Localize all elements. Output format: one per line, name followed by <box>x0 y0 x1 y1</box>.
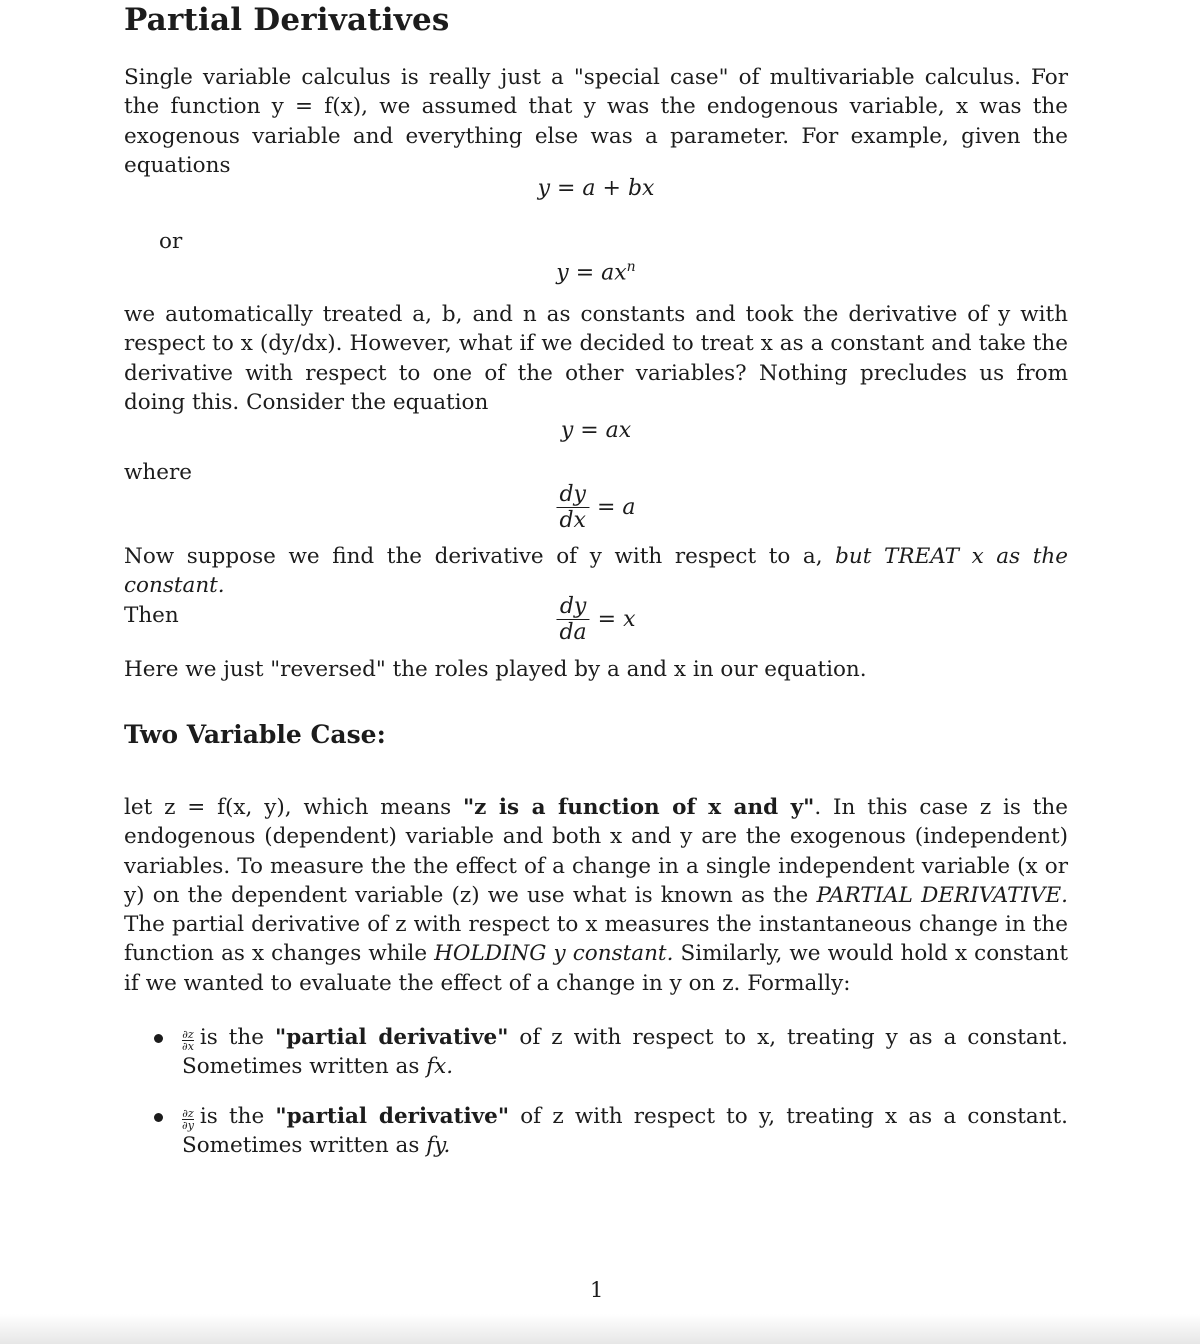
then-label: Then <box>124 602 179 628</box>
emphasis-partial-derivative: PARTIAL DERIVATIVE. <box>816 882 1068 908</box>
fraction-dy-da <box>556 594 589 645</box>
equation-power <box>556 259 635 285</box>
equation-dy-da <box>556 594 635 645</box>
where-label: where <box>124 460 192 485</box>
paragraph-two-variable-body-2: The partial derivative of z with respect to x measures the instantaneous change in the function as x changes while <box>124 912 1068 967</box>
bullet-icon <box>154 1034 163 1043</box>
paragraph-reversed-roles: Here we just "reversed" the roles played by a and x in our equation. <box>124 657 867 682</box>
equation-linear: y = a + bx <box>537 176 655 201</box>
fraction-dy-dx <box>556 482 589 533</box>
bullet-text <box>182 1102 1068 1160</box>
bullet-text-b: of z with respect to y, treating x as a constant. Sometimes written as <box>182 1104 1069 1158</box>
bullet-notation: fx. <box>426 1054 454 1079</box>
page-title: Partial Derivatives <box>124 2 450 38</box>
paragraph-constants: we automatically treated a, b, and n as constants and took the derivative of y with respect to x (dy/dx). However, what if we decided to treat x as a constant and take the derivative with respect to one of the other variables? Nothing precludes us from doing this. Consider the equation <box>124 302 1068 415</box>
section-title: Two Variable Case: <box>124 720 386 749</box>
bullet-text <box>182 1023 1068 1081</box>
bullet-bold: "partial derivative" <box>275 1104 510 1129</box>
or-label: or <box>159 229 183 254</box>
equation-product: y = ax <box>560 418 632 443</box>
equation-rhs: = a <box>596 495 636 520</box>
partial-denominator: ∂y <box>182 1119 194 1132</box>
bullet-text-a: is the <box>199 1104 276 1129</box>
paragraph-two-variable-body-3: Similarly, we would hold x constant if we wanted to evaluate the effect of a change in y on z. Formally: <box>124 941 1068 996</box>
bold-definition: "z is a function of x and y" <box>462 795 815 820</box>
partial-denominator: ∂x <box>182 1040 194 1053</box>
equation-power-base: y = ax <box>556 260 627 286</box>
fraction-numerator: dy <box>556 594 589 620</box>
paragraph-two-variable <box>124 793 1068 998</box>
equation-dy-dx <box>556 482 635 533</box>
partial-numerator: ∂z <box>182 1107 194 1120</box>
intro-paragraph: Single variable calculus is really just a "special case" of multivariable calculus. For the function y = f(x), we assumed that y was the endogenous variable, x was the exogenous variable and everything else was a parameter. For example, given the equations <box>124 65 1068 178</box>
fraction-denominator: dx <box>559 508 586 533</box>
page-bottom-shadow <box>0 1314 1200 1344</box>
bullet-bold: "partial derivative" <box>275 1025 509 1050</box>
paragraph-two-variable-intro: let z = f(x, y), which means <box>124 795 463 820</box>
paragraph-reverse-text: Now suppose we find the derivative of y with respect to a, <box>124 544 836 569</box>
bullet-icon <box>154 1113 163 1122</box>
emphasis-holding-constant: HOLDING y constant. <box>434 941 674 967</box>
equation-power-exponent: n <box>626 259 636 275</box>
equation-rhs: = x <box>597 607 636 632</box>
partial-fraction <box>182 1108 194 1131</box>
partial-numerator: ∂z <box>182 1028 194 1041</box>
page-number: 1 <box>590 1278 604 1302</box>
paragraph-two-variable-body: . In this case z is the endogenous (dependent) variable and both x and y are the exogenous (independent) variables. To measure the the effect of a change in a single independent variable (x or y) on the dependent variable (z) we use what is known as the <box>124 795 1068 908</box>
bullet-notation: fy. <box>426 1133 451 1158</box>
bullet-text-a: is the <box>199 1025 275 1050</box>
fraction-numerator: dy <box>556 482 589 508</box>
partial-fraction <box>182 1029 194 1052</box>
fraction-denominator: da <box>559 620 587 645</box>
paragraph-reverse-emphasis: but TREAT x as the constant. <box>124 544 1068 599</box>
bullet-text-b: of z with respect to x, treating y as a constant. Sometimes written as <box>182 1025 1069 1079</box>
